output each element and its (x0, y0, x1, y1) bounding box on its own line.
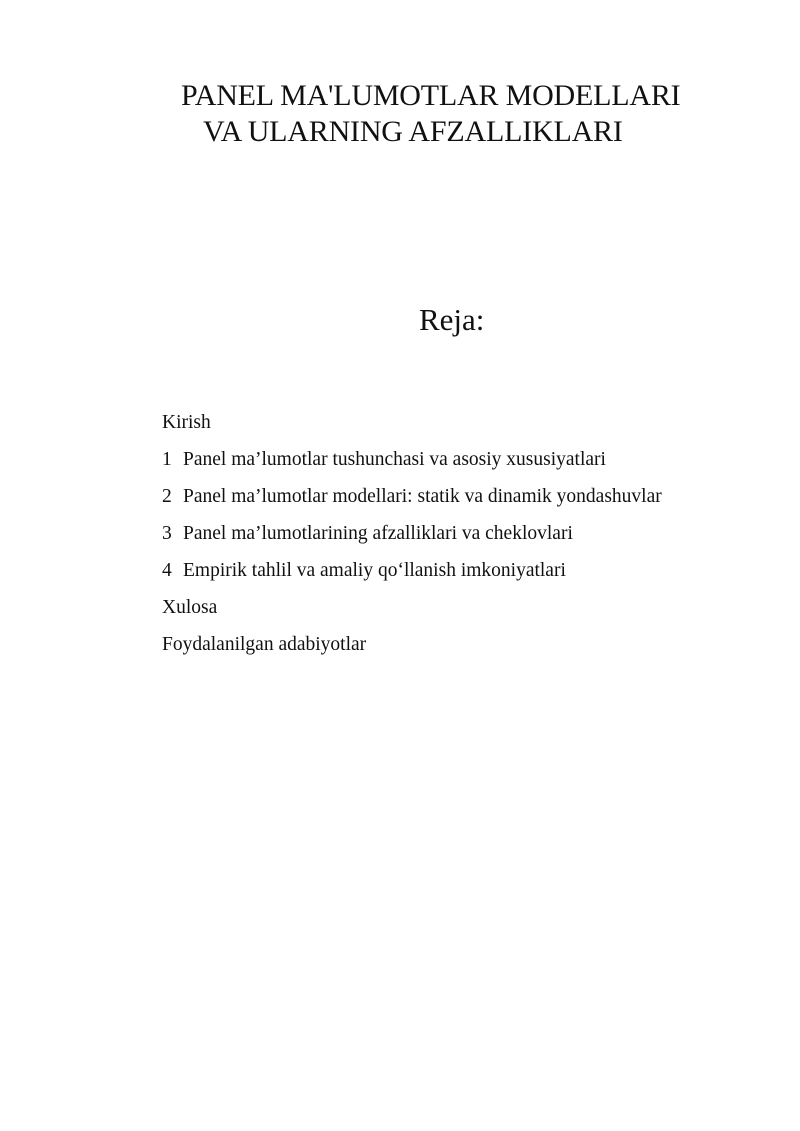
plan-heading-text: Reja: (419, 302, 485, 337)
toc-item-4 (162, 557, 782, 594)
toc-item-number: 2 (162, 486, 172, 507)
plan-heading (0, 300, 800, 340)
table-of-contents (162, 409, 782, 668)
title-line: PANEL MA'LUMOTLAR MODELLARI (181, 79, 681, 112)
toc-item-introduction (162, 409, 782, 446)
toc-item-references (162, 631, 782, 668)
toc-item-text: Xulosa (162, 597, 218, 618)
title-line: VA ULARNING AFZALLIKLARI (203, 115, 623, 148)
toc-item-number: 4 (162, 560, 172, 581)
toc-item-conclusion (162, 594, 782, 631)
toc-item-1 (162, 446, 782, 483)
toc-item-text: Panel ma’lumotlar modellari: statik va dinamik yondashuvlar (183, 486, 662, 507)
toc-item-text: Foydalanilgan adabiyotlar (162, 634, 367, 655)
toc-item-text: Panel ma’lumotlar tushunchasi va asosiy xususiyatlari (183, 449, 606, 470)
toc-item-3 (162, 520, 782, 557)
toc-item-text: Kirish (162, 412, 211, 433)
toc-item-text: Panel ma’lumotlarining afzalliklari va cheklovlari (183, 523, 573, 544)
toc-item-number: 3 (162, 523, 172, 544)
document-title (160, 78, 760, 150)
toc-item-text: Empirik tahlil va amaliy qo‘llanish imkoniyatlari (183, 560, 566, 581)
toc-item-2 (162, 483, 782, 520)
toc-item-number: 1 (162, 449, 172, 470)
